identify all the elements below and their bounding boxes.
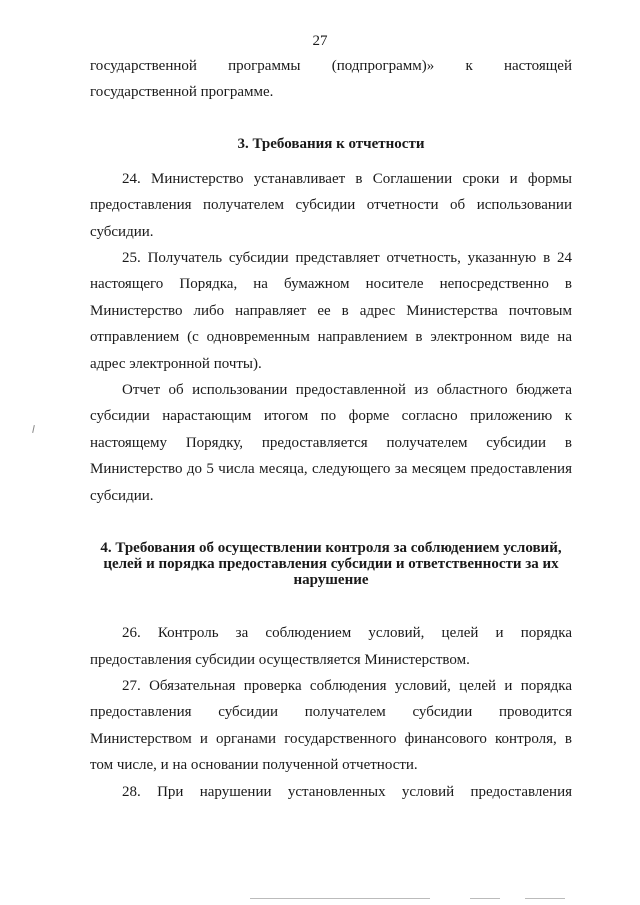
document-body xyxy=(90,53,572,805)
section-heading-control: 4. Требования об осуществлении контроля за соблюдением условий, целей и порядка предоставления субсидии и ответственности за их нарушение xyxy=(100,540,562,589)
paragraph-28: 28. При нарушении установленных условий предоставления xyxy=(122,783,572,800)
paragraph-24: 24. Министерство устанавливает в Соглашении сроки и формы предоставления получателем субсидии отчетности об использовании субсидии. xyxy=(90,170,572,240)
scan-footer-line xyxy=(470,898,500,899)
paragraph-25: 25. Получатель субсидии представляет отчетность, указанную в 24 настоящего Порядка, на бумажном носителе непосредственно в Министерство либо направляет ее в адрес Министерства почтовым отправлением (с одновременным направлением в электронном виде на адрес электронной почты). xyxy=(90,250,572,372)
scan-footer-line xyxy=(250,898,430,899)
paragraph-27: 27. Обязательная проверка соблюдения условий, целей и порядка предоставления субсидии получателем субсидии проводится Министерством и органами государственного финансового контроля, в том числе, и на основании полученной отчетности. xyxy=(90,677,572,774)
scan-footer-line xyxy=(525,898,565,899)
paragraph-26: 26. Контроль за соблюдением условий, целей и порядка предоставления субсидии осуществляется Министерством. xyxy=(90,625,572,668)
scan-mark xyxy=(32,425,35,433)
paragraph-continuation: государственной программы (подпрограмм)» к настоящей государственной программе. xyxy=(90,58,572,101)
paragraph-25-report: Отчет об использовании предоставленной из областного бюджета субсидии нарастающим итогом по форме согласно приложению к настоящему Порядку, предоставляется получателем субсидии в Министерство до 5 числа месяца, следующего за месяцем предоставления субсидии. xyxy=(90,382,572,504)
page-number: 27 xyxy=(312,33,328,49)
section-heading-reporting: 3. Требования к отчетности xyxy=(237,135,425,152)
